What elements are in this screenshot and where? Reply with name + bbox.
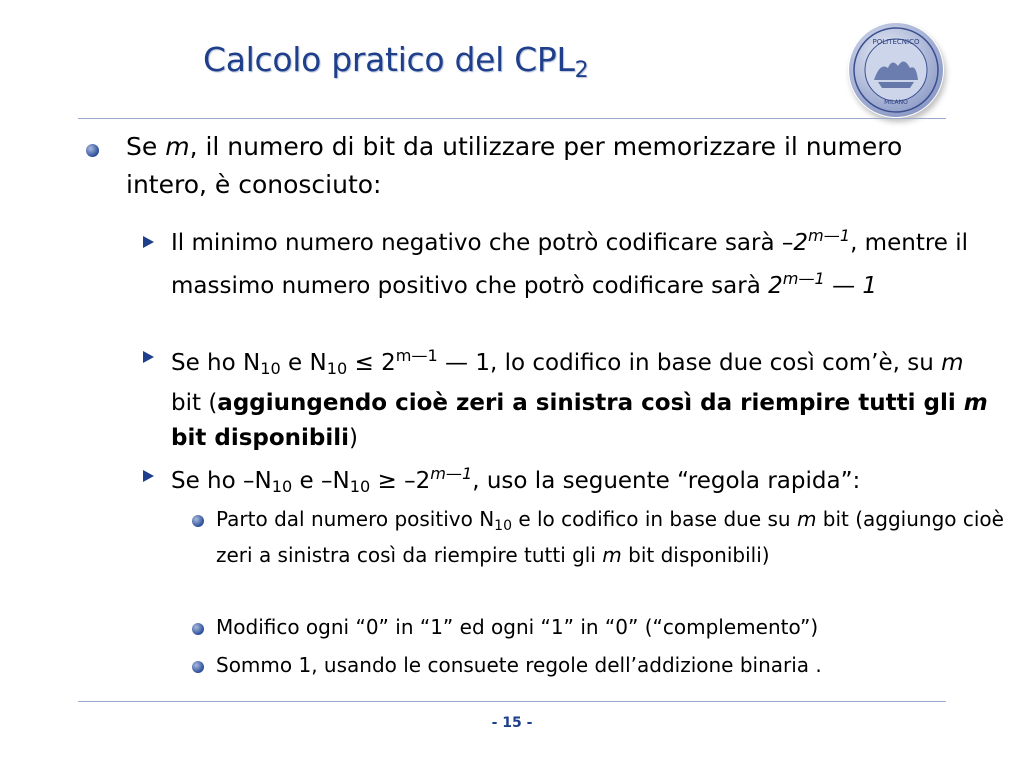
var-m: m (796, 507, 817, 531)
bullet-level3-step1 (216, 505, 1006, 570)
text: bit ( (171, 390, 218, 416)
triangle-bullet-icon (143, 351, 154, 363)
exponent: m—1 (395, 346, 438, 365)
bullet-level3-step3 (216, 651, 1006, 680)
footer-divider (78, 701, 946, 702)
text: Il minimo numero negativo che potrò codificare sarà – (171, 230, 794, 256)
text: — 1 (824, 273, 878, 299)
text: Modifico ogni “0” in “1” ed ogni “1” in “0” (“complemento”) (216, 615, 819, 639)
text: ) (349, 425, 359, 451)
var-m: m (941, 350, 964, 376)
sphere-bullet-icon (192, 661, 204, 673)
logo-text-top: POLITECNICO (872, 38, 920, 46)
logo-text-bottom: MILANO (884, 99, 908, 106)
text: ≤ 2 (347, 350, 396, 376)
subscript: 10 (260, 359, 281, 378)
triangle-bullet-icon (143, 236, 154, 248)
sphere-bullet-icon (86, 144, 99, 157)
bullet-level2-negative (171, 456, 991, 504)
subscript: 10 (326, 359, 348, 378)
power-base: 2 (793, 230, 809, 256)
text: bit disponibili) (621, 543, 770, 567)
title-divider (78, 118, 946, 119)
text: ≥ –2 (370, 468, 431, 494)
var-m: m (963, 390, 988, 416)
text: Se ho –N (171, 468, 272, 494)
slide-title (203, 40, 588, 83)
bullet-level2-range (171, 218, 991, 304)
power-base: 2 (768, 273, 783, 299)
exponent: m—1 (808, 226, 851, 245)
politecnico-logo-icon (848, 22, 944, 118)
title-text: Calcolo pratico del CPL (203, 40, 575, 79)
page-number: - 15 - (491, 715, 533, 731)
bullet-level2-positive (171, 338, 991, 456)
bold-text: bit disponibili (171, 425, 350, 451)
var-m: m (165, 132, 190, 161)
text: Se (126, 132, 166, 161)
text: Se ho N (171, 350, 261, 376)
bullet-level3-step2 (216, 613, 1006, 642)
triangle-bullet-icon (143, 470, 154, 482)
title-subscript: 2 (574, 58, 589, 83)
text: bit (aggiungo cioè zeri a sinistra così da riempire tutti gli (216, 507, 1004, 567)
text: — 1, lo codifico in base due così com’è, su (437, 350, 942, 376)
bullet-level1 (126, 128, 986, 204)
bold-text: aggiungendo cioè zeri a sinistra così da riempire tutti gli (217, 390, 964, 416)
exponent: m—1 (782, 269, 825, 288)
subscript: 10 (271, 477, 293, 496)
sphere-bullet-icon (192, 623, 204, 635)
text: e lo codifico in base due su (511, 507, 797, 531)
text: e N (280, 350, 327, 376)
var-m: m (602, 543, 622, 567)
text: , il numero di bit da utilizzare per memorizzare il numero intero, è conosciuto: (126, 132, 903, 199)
subscript: 10 (494, 518, 512, 534)
exponent: m—1 (430, 464, 473, 483)
text: , uso la seguente “regola rapida”: (472, 468, 861, 494)
text: Parto dal numero positivo N (216, 507, 495, 531)
subscript: 10 (349, 477, 371, 496)
text: Sommo 1, usando le consuete regole dell’addizione binaria . (216, 653, 822, 677)
text: e –N (292, 468, 350, 494)
sphere-bullet-icon (192, 515, 204, 527)
text: , mentre il massimo numero positivo che potrò codificare sarà (171, 230, 969, 299)
